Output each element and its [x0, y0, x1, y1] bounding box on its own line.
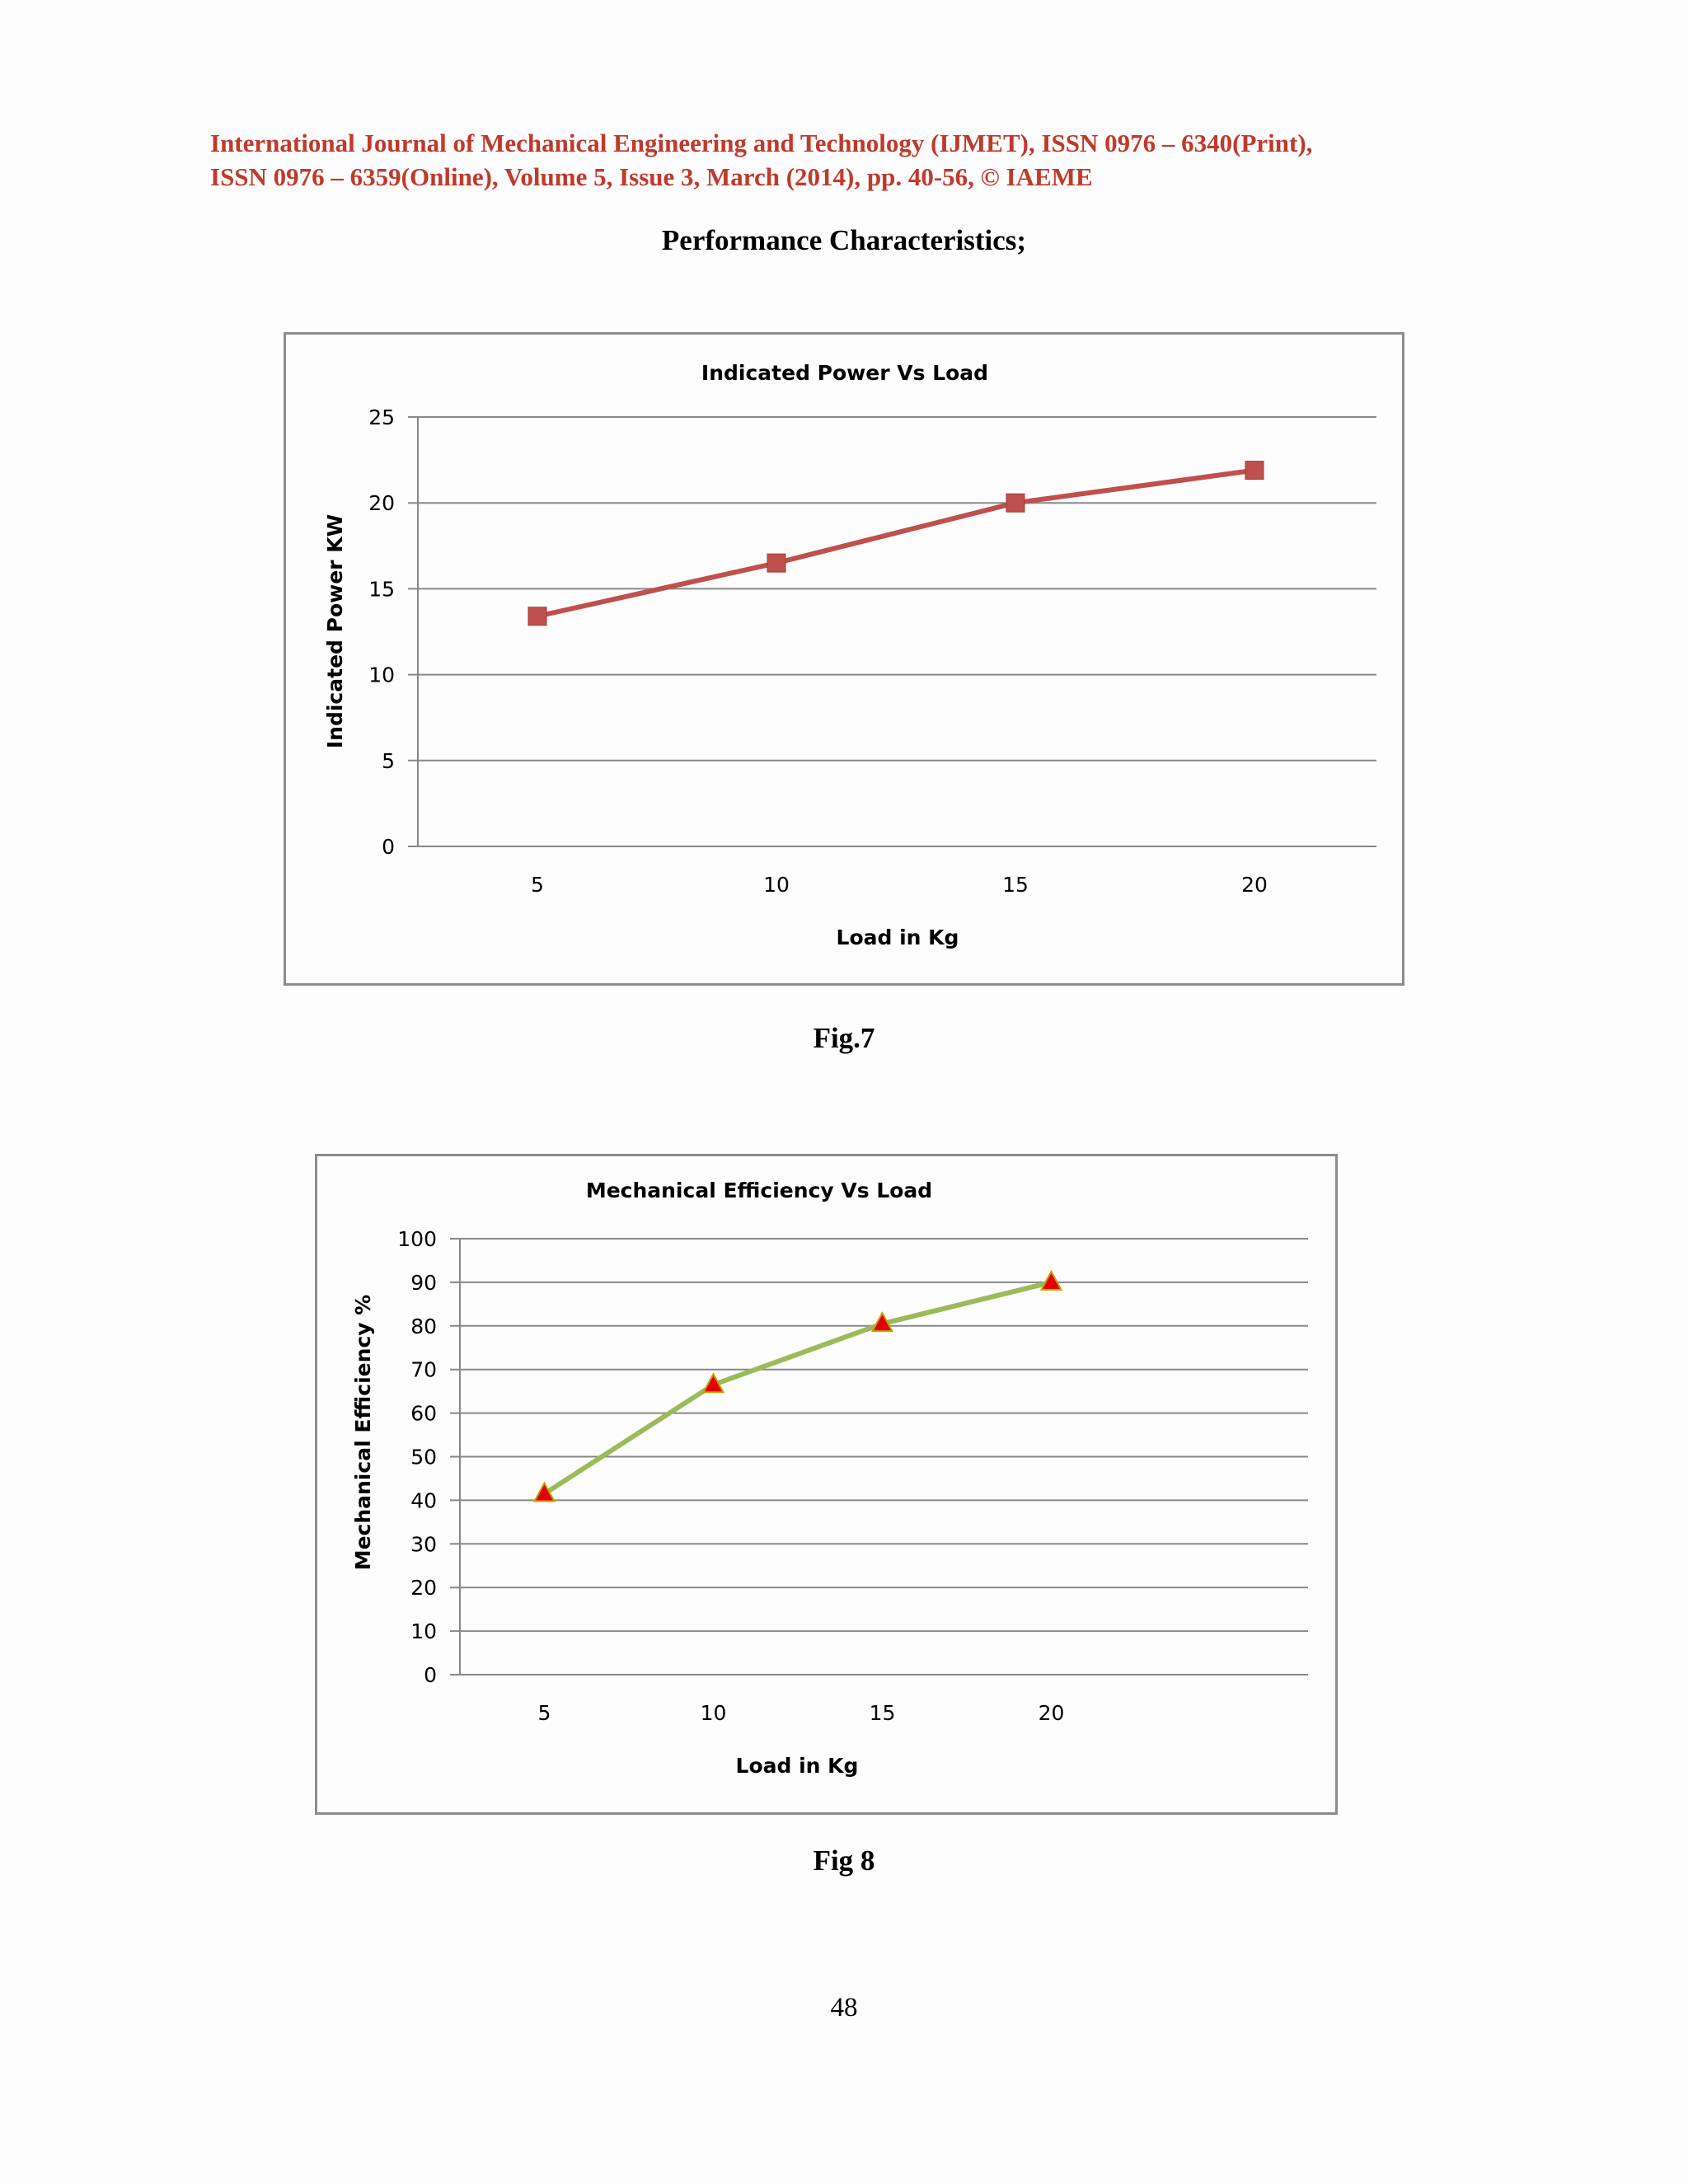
fig8-x-tick-label: 15	[869, 1701, 896, 1725]
fig8-y-tick-label: 80	[410, 1314, 437, 1338]
journal-header-line2: ISSN 0976 – 6359(Online), Volume 5, Issue 3, March (2014), pp. 40-56, © IAEME	[210, 162, 1093, 191]
fig7-y-tick-label: 0	[382, 835, 395, 859]
fig8-series-line	[545, 1282, 1052, 1494]
fig8-y-tick-label: 0	[424, 1663, 437, 1687]
fig7-x-tick-label: 10	[763, 873, 790, 897]
fig8-x-tick-label: 10	[700, 1701, 727, 1725]
fig7-y-tick-label: 10	[368, 663, 395, 687]
fig7-y-tick-label: 5	[382, 748, 395, 773]
fig8-y-tick-label: 50	[410, 1445, 437, 1469]
fig7-y-tick-label: 20	[368, 491, 395, 516]
fig8-y-axis-title: Mechanical Efficiency %	[351, 1294, 375, 1571]
fig7-data-point	[528, 607, 546, 626]
fig7-series-line	[537, 471, 1254, 616]
fig7-data-point	[1006, 494, 1025, 512]
fig8-chart	[317, 1156, 1335, 1812]
fig7-x-axis-title: Load in Kg	[836, 926, 959, 949]
journal-header	[210, 126, 1496, 194]
fig7-chart	[286, 335, 1402, 983]
fig8-x-tick-label: 20	[1038, 1701, 1065, 1725]
fig8-y-tick-label: 10	[410, 1619, 437, 1644]
fig8-x-tick-label: 5	[537, 1701, 551, 1725]
fig8-data-point	[1042, 1272, 1062, 1290]
section-title: Performance Characteristics;	[661, 224, 1027, 256]
fig7-caption: Fig.7	[813, 1022, 875, 1054]
fig8-x-axis-title: Load in Kg	[735, 1754, 859, 1778]
fig8-y-tick-label: 100	[397, 1227, 437, 1251]
fig7-y-tick-label: 15	[368, 577, 395, 602]
fig7-chart-title: Indicated Power Vs Load	[701, 361, 989, 385]
fig7-chart-frame	[284, 332, 1404, 986]
fig8-chart-frame	[315, 1154, 1338, 1815]
fig8-y-tick-label: 30	[410, 1532, 437, 1557]
fig7-y-tick-label: 25	[368, 405, 395, 429]
fig7-x-tick-label: 20	[1241, 873, 1268, 897]
fig8-y-tick-label: 60	[410, 1401, 437, 1426]
fig8-chart-title: Mechanical Efficiency Vs Load	[585, 1179, 933, 1202]
fig7-x-tick-label: 5	[531, 873, 544, 897]
fig8-caption: Fig 8	[813, 1844, 875, 1877]
fig8-y-tick-label: 20	[410, 1576, 437, 1601]
fig8-y-tick-label: 70	[410, 1357, 437, 1382]
fig8-y-tick-label: 40	[410, 1488, 437, 1513]
journal-header-line1: International Journal of Mechanical Engineering and Technology (IJMET), ISSN 0976 – 6340(Print),	[210, 129, 1313, 157]
fig7-x-tick-label: 15	[1002, 873, 1029, 897]
fig7-data-point	[767, 554, 785, 572]
fig7-y-axis-title: Indicated Power KW	[323, 513, 347, 749]
fig7-data-point	[1245, 462, 1264, 480]
fig8-y-tick-label: 90	[410, 1270, 437, 1295]
page-number: 48	[830, 1993, 858, 2022]
